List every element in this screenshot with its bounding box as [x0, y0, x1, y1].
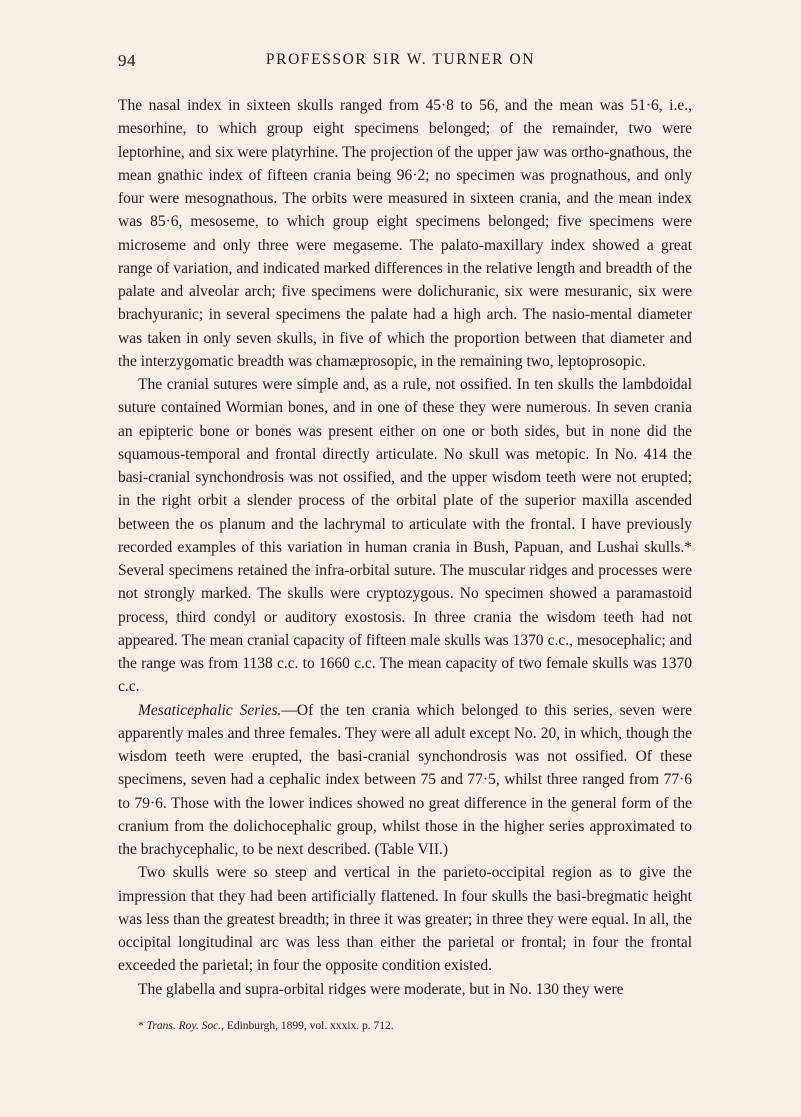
- footnote: [138, 1019, 692, 1033]
- page-header: [0, 51, 801, 75]
- series-title: Mesaticephalic Series.: [138, 701, 282, 719]
- footnote-citation: , Edinburgh, 1899, vol. xxxix. p. 712.: [221, 1020, 394, 1032]
- paragraph-mesaticephalic-series: [118, 699, 692, 862]
- series-text: —Of the ten crania which belonged to this series, seven were apparently males and three females. They were all adult except No. 20, in which, though the wisdom teeth were erupted, the basi-cranial synchondrosis was not ossified. Of these specimens, seven had a cephalic index between 75 and 77·5, whilst three ranged from 77·6 to 79·6. Those with the lower indices showed no great difference in the general form of the cranium from the dolichocephalic group, whilst those in the higher series approximated to the brachycephalic, to be next described. (Table VII.): [118, 701, 692, 858]
- paragraph-glabella: The glabella and supra-orbital ridges were moderate, but in No. 130 they were: [138, 980, 624, 998]
- page-number: 94: [118, 51, 136, 70]
- running-head: PROFESSOR SIR W. TURNER ON: [265, 51, 536, 68]
- paragraph-parieto-occipital: Two skulls were so steep and vertical in the parieto-occipital region as to give the impression that they had been artificially flattened. In four skulls the basi-bregmatic height was less than the greatest breadth; in three it was greater; in three they were equal. In all, the occipital longitudinal arc was less than either the parietal or frontal; in four the frontal exceeded the parietal; in four the opposite condition existed.: [118, 864, 692, 975]
- paragraph-nasal-index: The nasal index in sixteen skulls ranged from 45·8 to 56, and the mean was 51·6, i.e., mesorhine, to which group eight specimens belonged; of the remainder, two were leptorhine, and six were platyrhine. The projection of the upper jaw was ortho-gnathous, the mean gnathic index of fifteen crania being 96·2; no specimen was prognathous, and only four were mesognathous. The orbits were measured in sixteen crania, and the mean index was 85·6, mesoseme, to which group eight specimens belonged; five specimens were microseme and only three were megaseme. The palato-maxillary index showed a great range of variation, and indicated marked differences in the relative length and breadth of the palate and alveolar arch; five specimens were dolichuranic, six were mesuranic, six were brachyuranic; in several specimens the palate had a high arch. The nasio-mental diameter was taken in only seven skulls, in five of which the proportion between that diameter and the interzygomatic breadth was chamæprosopic, in the remaining two, leptoprosopic.: [118, 97, 692, 370]
- footnote-marker: *: [138, 1020, 147, 1032]
- paragraph-cranial-sutures: The cranial sutures were simple and, as a rule, not ossified. In ten skulls the lambdoidal suture contained Wormian bones, and in one of these they were numerous. In seven crania an epipteric bone or bones was present either on one or both sides, but in none did the squamous-temporal and frontal directly articulate. No skull was metopic. In No. 414 the basi-cranial synchondrosis was not ossified, and the upper wisdom teeth were not erupted; in the right orbit a slender process of the orbital plate of the superior maxilla ascended between the os planum and the lachrymal to articulate with the frontal. I have previously recorded examples of this variation in human crania in Bush, Papuan, and Lushai skulls.* Several specimens retained the infra-orbital suture. The muscular ridges and processes were not strongly marked. The skulls were cryptozygous. No specimen showed a paramastoid process, third condyl or auditory exostosis. In three crania the wisdom teeth had not appeared. The mean cranial capacity of fifteen male skulls was 1370 c.c., mesocephalic; and the range was from 1138 c.c. to 1660 c.c. The mean capacity of two female skulls was 1370 c.c.: [118, 376, 692, 696]
- footnote-journal: Trans. Roy. Soc.: [146, 1020, 222, 1032]
- body-text: [118, 94, 692, 1001]
